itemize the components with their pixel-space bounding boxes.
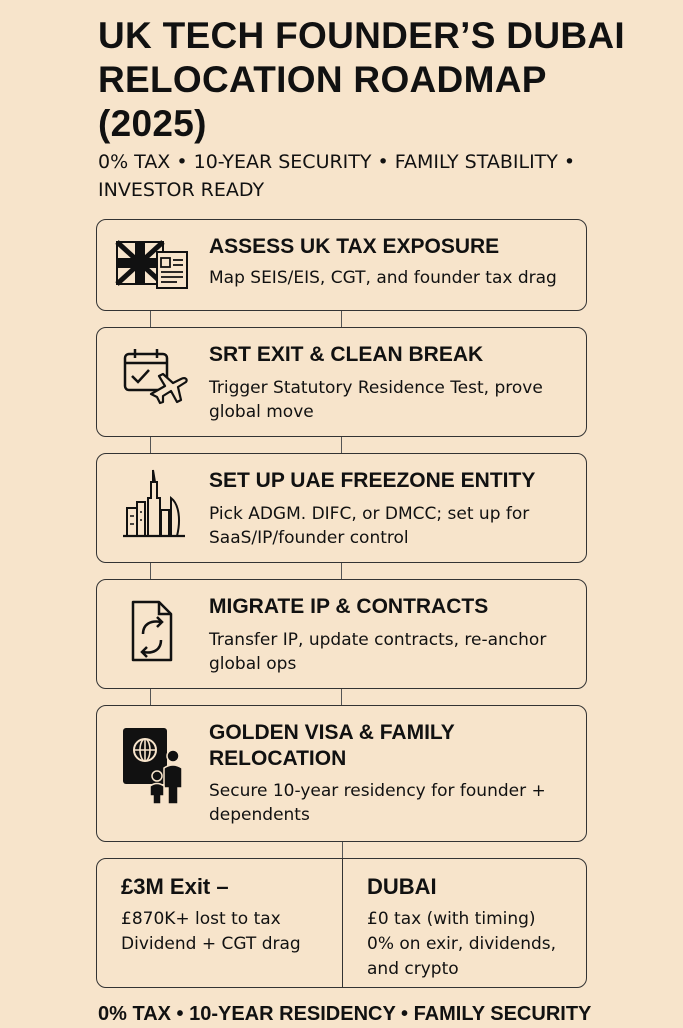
comparison-box <box>96 858 587 988</box>
footer-tagline: 0% TAX • 10-YEAR RESIDENCY • FAMILY SECURITY <box>98 1003 592 1025</box>
step-description: Secure 10-year residency for founder + dependents <box>209 781 546 825</box>
dubai-skyline-icon <box>115 468 193 540</box>
passport-family-icon <box>115 726 193 806</box>
step-card-migrate-ip <box>96 579 587 689</box>
step-title: SRT EXIT & CLEAN BREAK <box>209 343 484 366</box>
step-description: Map SEIS/EIS, CGT, and founder tax drag <box>209 268 557 288</box>
step-description: Transfer IP, update contracts, re-anchor global ops <box>209 630 547 674</box>
page-title: UK TECH FOUNDER’S DUBAI RELOCATION ROADMAP (2025) <box>98 15 625 144</box>
comparison-dubai <box>367 873 579 982</box>
connector <box>342 842 343 858</box>
step-description: Trigger Statutory Residence Test, prove global move <box>209 378 543 422</box>
step-card-uae-freezone <box>96 453 587 563</box>
comparison-divider <box>342 859 343 987</box>
comparison-dubai-line: £0 tax (with timing) <box>367 909 536 929</box>
step-description: Pick ADGM. DIFC, or DMCC; set up for SaaS/IP/founder control <box>209 504 530 548</box>
comparison-dubai-line: 0% on exir, dividends, <box>367 934 557 954</box>
step-title: SET UP UAE FREEZONE ENTITY <box>209 469 536 492</box>
step-card-srt-exit <box>96 327 587 437</box>
document-transfer-icon <box>115 598 193 664</box>
calendar-plane-icon <box>115 346 193 410</box>
comparison-uk-line: Dividend + CGT drag <box>121 934 301 954</box>
step-title: GOLDEN VISA & FAMILY RELOCATION <box>209 721 455 770</box>
uk-flag-document-icon <box>115 234 193 294</box>
page-subtitle: 0% TAX • 10-YEAR SECURITY • FAMILY STABILITY • INVESTOR READY <box>98 151 576 201</box>
connector <box>150 689 342 705</box>
comparison-uk <box>121 873 335 957</box>
step-card-golden-visa <box>96 705 587 842</box>
comparison-dubai-title: DUBAI <box>367 874 437 899</box>
connector <box>150 311 342 327</box>
step-card-assess-uk-tax <box>96 219 587 311</box>
comparison-dubai-line: and crypto <box>367 959 459 979</box>
connector <box>150 437 342 453</box>
step-title: MIGRATE IP & CONTRACTS <box>209 595 489 618</box>
step-title: ASSESS UK TAX EXPOSURE <box>209 235 500 258</box>
comparison-uk-title: £3M Exit – <box>121 874 229 899</box>
comparison-uk-line: £870K+ lost to tax <box>121 909 281 929</box>
connector <box>150 563 342 579</box>
